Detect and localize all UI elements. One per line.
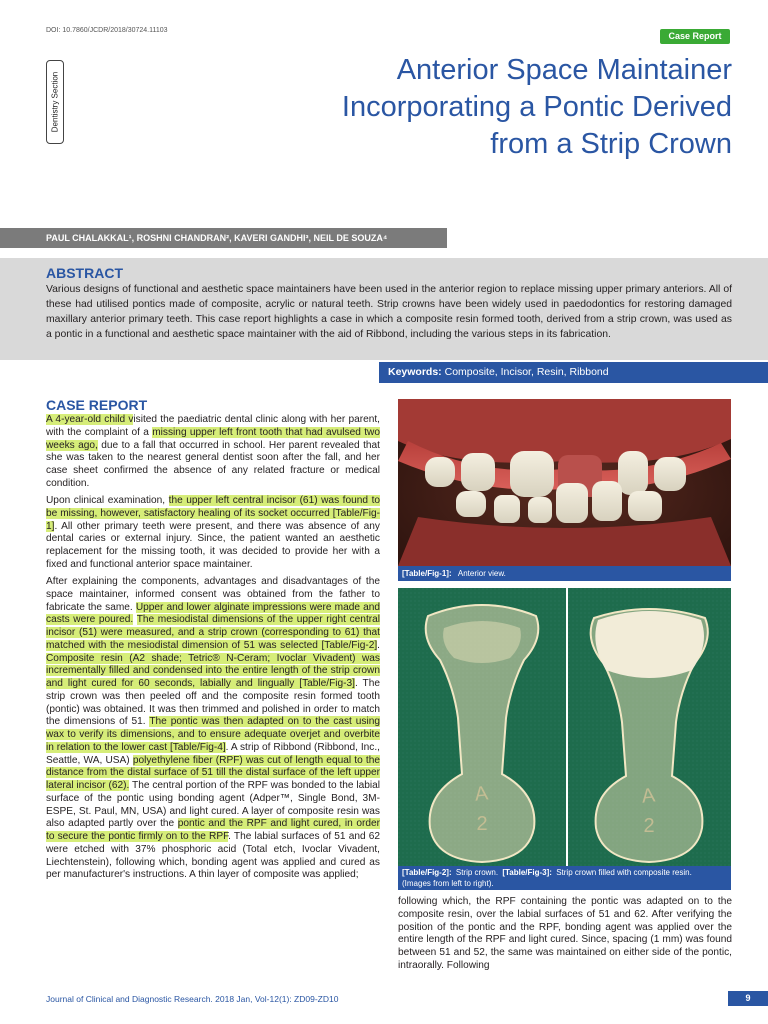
body-text: The central portion of the RPF was bonded to the labial surface of the pontic using bonding agent (Adper™, Single Bond, 3M-ESPE, St. Paul, MN, USA) and light cured. A layer of composite resin was also adapted partly over the xyxy=(46,780,381,830)
strip-crown-illustration xyxy=(398,588,566,866)
title-line-3: from a Strip Crown xyxy=(490,128,732,160)
article-type-badge: Case Report xyxy=(660,29,730,44)
body-text: . xyxy=(377,639,380,651)
figure-2-text: Strip crown. xyxy=(455,868,499,877)
body-paragraph-2 xyxy=(46,495,380,572)
figure-1-label: [Table/Fig-1]: xyxy=(402,569,452,578)
figure-3-label: [Table/Fig-3]: xyxy=(502,868,552,877)
highlighted-text: the upper left central incisor (61) was found to be missing, however, satisfactory healing of its socket occurred [Table/Fig-1] xyxy=(46,495,381,532)
figure-2-strip-crown xyxy=(398,588,566,866)
doi-text: DOI: 10.7860/JCDR/2018/30724.11103 xyxy=(46,27,168,34)
title-line-2: Incorporating a Pontic Derived xyxy=(341,91,732,123)
body-paragraph-3 xyxy=(46,576,380,882)
keywords-bar xyxy=(379,362,768,383)
body-text: Upon clinical examination, xyxy=(46,495,169,506)
highlighted-text: A 4-year-old child v xyxy=(46,414,134,425)
crown-mark-number: 2 xyxy=(643,815,655,837)
abstract-heading: ABSTRACT xyxy=(46,265,123,281)
body-column-left xyxy=(46,414,380,887)
body-text: due to a fall that occurred in school. Her parent revealed that she was taken to the nearest general dentist soon after the fall, and her case sheet confirmed the absence of any related fracture or medical condition. xyxy=(46,439,380,489)
figure-1-caption xyxy=(398,566,731,581)
figure-2-3-caption xyxy=(398,866,731,890)
filled-crown-illustration xyxy=(568,588,731,866)
crown-mark-letter: A xyxy=(473,782,490,806)
journal-footer: Journal of Clinical and Diagnostic Research. 2018 Jan, Vol-12(1): ZD09-ZD10 xyxy=(46,994,339,1004)
figure-3-filled-crown xyxy=(568,588,731,866)
crown-mark-letter: A xyxy=(640,784,657,808)
page-title xyxy=(250,52,732,163)
anterior-teeth-illustration xyxy=(398,399,731,566)
figure-3-text: Strip crown filled with composite resin. xyxy=(556,868,692,877)
highlighted-text: polyethylene fiber (RPF) was cut of length equal to the distance from the distal surface of 51 till the distal surface of the left upper lateral incisor (62). xyxy=(46,754,380,791)
keywords-values: Composite, Incisor, Resin, Ribbond xyxy=(444,366,609,378)
title-line-1: Anterior Space Maintainer xyxy=(396,54,732,86)
body-text: . A strip of Ribbond (Ribbond, Inc., Seattle, WA, USA) xyxy=(46,741,380,766)
body-text: After explaining the components, advantages and disadvantages of the space maintainer, informed consent was obtained from the father to fabricate the same. xyxy=(46,576,380,613)
figure-1-anterior-view xyxy=(398,399,731,566)
section-tab xyxy=(46,60,64,144)
highlighted-text: missing upper left front tooth that had avulsed two weeks ago, xyxy=(46,426,380,451)
body-column-right: following which, the RPF containing the pontic was adapted on to the composite resin, over the labial surfaces of 51 and 62. After verifying the position of the pontic and the RPF, bonding agent was applied over the entire length of the RPF and light cured. Since, spacing (1 mm) was found between 51 and 52, the same was maintained on either side of the pontic, intraorally. Following xyxy=(398,896,732,971)
highlighted-text: The mesiodistal dimensions of the upper right central incisor (51) were measured, and a strip crown (corresponding to 61) that matched with the mesiodistal dimension of 51 was selected [Table/Fig-2] xyxy=(46,614,381,651)
body-text: isited the paediatric dental clinic along with her parent, with the complaint of a xyxy=(46,414,380,438)
figure-2-label: [Table/Fig-2]: xyxy=(402,868,452,877)
crown-mark-number: 2 xyxy=(476,813,488,835)
body-text: . All other primary teeth were present, and there was absence of any dental caries or external injury. Since, the patient wanted an aesthetic replacement for the missing tooth, it was decided to provide her with a fixed and functional anterior space maintainer. xyxy=(46,520,380,570)
page-number: 9 xyxy=(728,991,768,1006)
figure-1-text: Anterior view. xyxy=(457,569,506,578)
highlighted-text: Composite resin (A2 shade; Tetric® N-Ceram; Ivoclar Vivadent) was incrementally filled and condensed into the entire length of the strip crown and light cured for 60 seconds, labially and lingually [Table/Fig-3] xyxy=(46,652,380,689)
keywords-label: Keywords: xyxy=(388,366,442,378)
figure-2-3-extra: (Images from left to right). xyxy=(402,879,494,888)
highlighted-text: Upper and lower alginate impressions were made and casts were poured. xyxy=(46,601,380,626)
author-list: PAUL CHALAKKAL¹, ROSHNI CHANDRAN², KAVERI GANDHI³, NEIL DE SOUZA⁴ xyxy=(46,233,388,243)
section-label: Dentistry Section xyxy=(50,71,60,133)
highlighted-text: pontic and the RPF and light cured, in order to secure the pontic firmly on to the RPF xyxy=(46,818,380,842)
highlighted-text: The pontic was then adapted on to the cast using wax to verify its dimensions, and to ensure adequate overjet and overbite in relation to the lower cast [Table/Fig-4] xyxy=(46,716,380,753)
case-report-heading: CASE REPORT xyxy=(46,397,148,413)
abstract-text: Various designs of functional and aesthetic space maintainers have been used in the anterior region to replace missing upper primary anteriors. All of these had utilised pontics made of composite, acrylic or natural teeth. Strip crowns have been widely used in paedodontics for restoring damaged maxillary anterior primary teeth. This case report highlights a case in which a composite resin formed tooth, derived from a strip crown, was used as a pontic in a functional and aesthetic space maintainer with the aid of Ribbond, including the various steps in its fabrication. xyxy=(46,284,732,340)
body-text: . The labial surfaces of 51 and 62 were etched with 37% phosphoric acid (Total etch, Ivoclar Vivadent, Liechtenstein), following which, bonding agent was applied and cured as per manufacturer's instructions. A thin layer of composite was applied; xyxy=(46,831,380,881)
body-text: . The strip crown was then peeled off and the composite resin formed tooth (pontic) was obtained. It was then trimmed and polished in order to match the dimensions of 51. xyxy=(46,678,380,728)
body-paragraph-1 xyxy=(46,414,380,491)
